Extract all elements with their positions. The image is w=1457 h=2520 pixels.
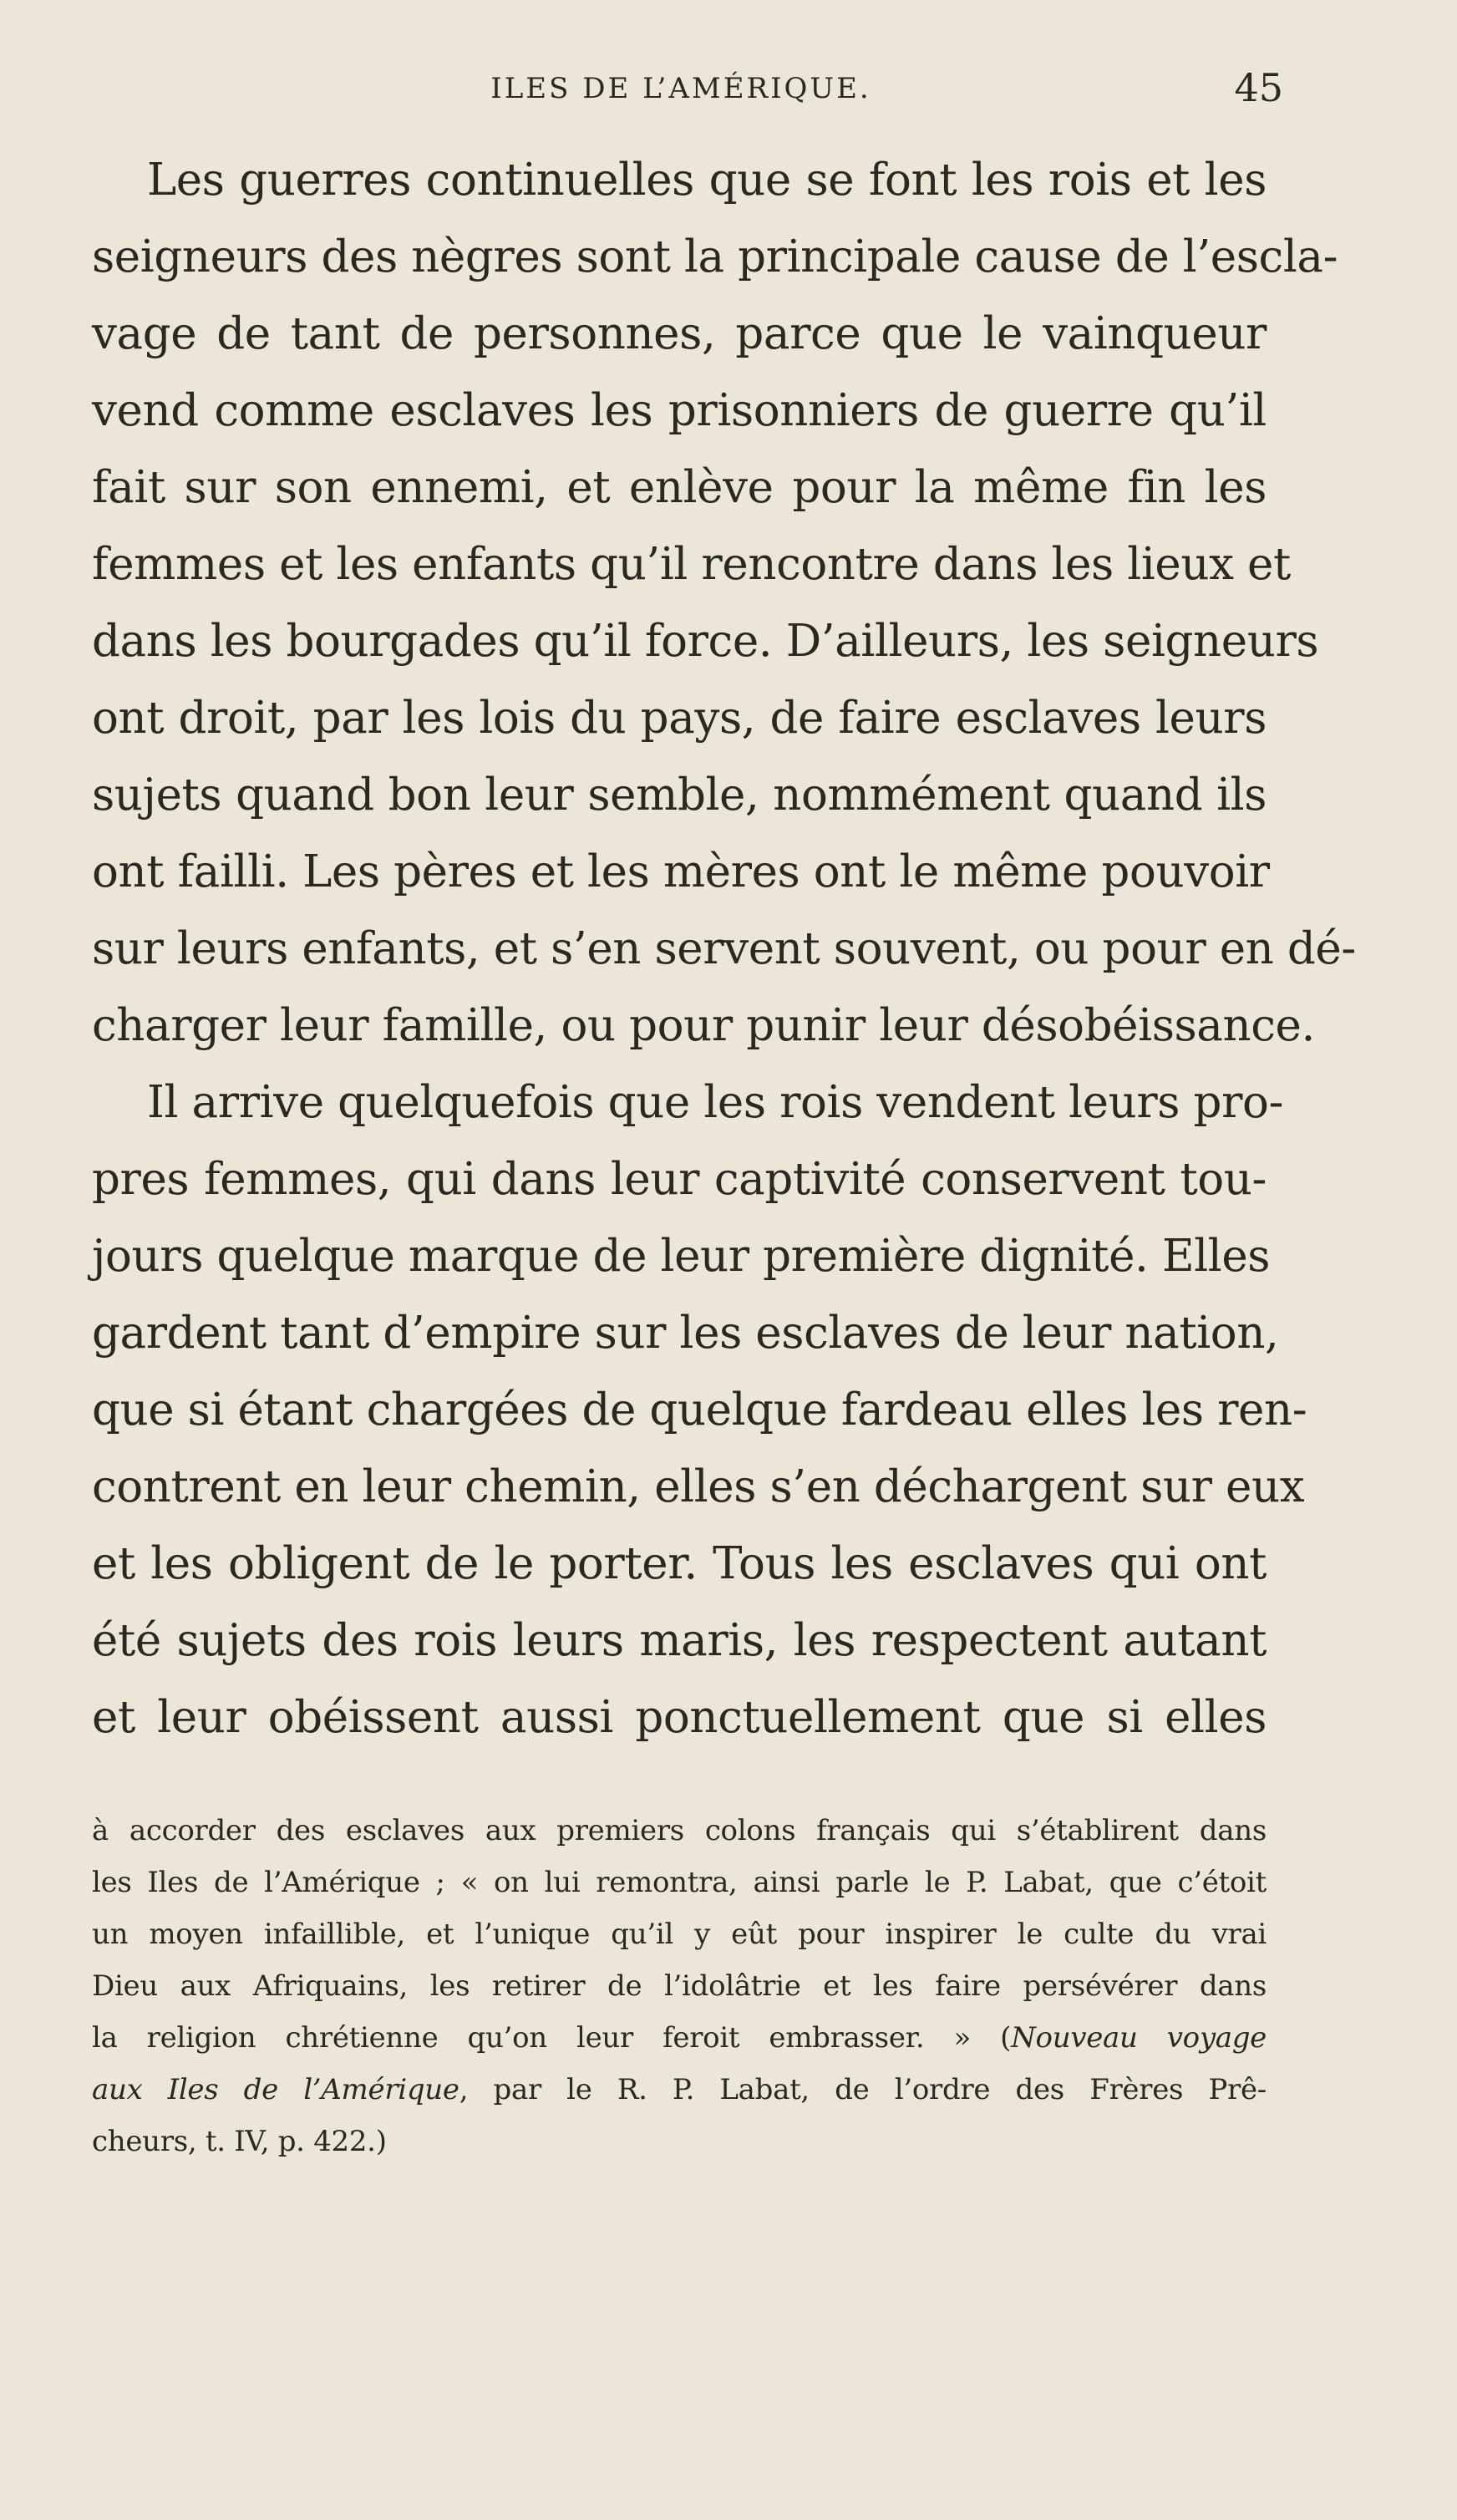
page-number: 45 xyxy=(1234,65,1283,110)
body-text xyxy=(92,142,1356,1756)
footnote-line xyxy=(92,2012,1267,2064)
body-line: que si étant chargées de quelque fardeau elles les ren- xyxy=(92,1384,1307,1435)
footnote-text: , par le R. P. Labat, de l’ordre des Frères Prê- xyxy=(459,2073,1267,2106)
footnote-line: Dieu aux Afriquains, les retirer de l’idolâtrie et les faire persévérer dans xyxy=(92,1969,1267,2003)
footnote-line: un moyen infaillible, et l’unique qu’il y eût pour inspirer le culte du vrai xyxy=(92,1918,1267,1951)
body-line: sujets quand bon leur semble, nommément quand ils xyxy=(92,770,1267,821)
running-title: ILES DE L’AMÉRIQUE. xyxy=(490,72,871,105)
body-line: dans les bourgades qu’il force. D’ailleurs, les seigneurs xyxy=(92,616,1319,667)
body-line: Les guerres continuelles que se font les rois et les xyxy=(147,155,1267,206)
footnote-line xyxy=(92,2064,1267,2116)
body-line: gardent tant d’empire sur les esclaves de leur nation, xyxy=(92,1308,1279,1359)
body-line: pres femmes, qui dans leur captivité conservent tou- xyxy=(92,1154,1267,1205)
body-line: Il arrive quelquefois que les rois vendent leurs pro- xyxy=(147,1077,1284,1128)
body-line: femmes et les enfants qu’il rencontre dans les lieux et xyxy=(92,539,1291,590)
body-line: contrent en leur chemin, elles s’en déchargent sur eux xyxy=(92,1461,1305,1512)
body-line: seigneurs des nègres sont la principale cause de l’escla- xyxy=(92,231,1338,282)
body-line: charger leur famille, ou pour punir leur désobéissance. xyxy=(92,1000,1315,1051)
footnote-italic-title: Nouveau voyage xyxy=(1011,2021,1267,2055)
body-line: fait sur son ennemi, et enlève pour la même fin les xyxy=(92,462,1267,513)
body-line: et leur obéissent aussi ponctuellement que si elles xyxy=(92,1692,1267,1743)
body-line: ont droit, par les lois du pays, de faire esclaves leurs xyxy=(92,693,1267,744)
body-line: jours quelque marque de leur première dignité. Elles xyxy=(92,1231,1271,1282)
footnote-italic-title: aux Iles de l’Amérique xyxy=(92,2073,459,2106)
body-line: ont failli. Les pères et les mères ont le même pouvoir xyxy=(92,846,1270,897)
body-line: vend comme esclaves les prisonniers de guerre qu’il xyxy=(92,385,1267,436)
footnote-line: cheurs, t. IV, p. 422.) xyxy=(92,2125,387,2158)
body-line: sur leurs enfants, et s’en servent souvent, ou pour en dé- xyxy=(92,923,1356,974)
footnote-line: les Iles de l’Amérique ; « on lui remontra, ainsi parle le P. Labat, que c’étoit xyxy=(92,1866,1267,1899)
body-line: vage de tant de personnes, parce que le vainqueur xyxy=(92,308,1267,359)
body-line: été sujets des rois leurs maris, les respectent autant xyxy=(92,1615,1267,1666)
footnote-line: à accorder des esclaves aux premiers colons français qui s’établirent dans xyxy=(92,1814,1267,1847)
footnote-text: la religion chrétienne qu’on leur feroit embrasser. » ( xyxy=(92,2021,1012,2055)
running-head xyxy=(92,65,1283,115)
body-line: et les obligent de le porter. Tous les esclaves qui ont xyxy=(92,1538,1267,1589)
footnote xyxy=(92,1805,1267,2167)
